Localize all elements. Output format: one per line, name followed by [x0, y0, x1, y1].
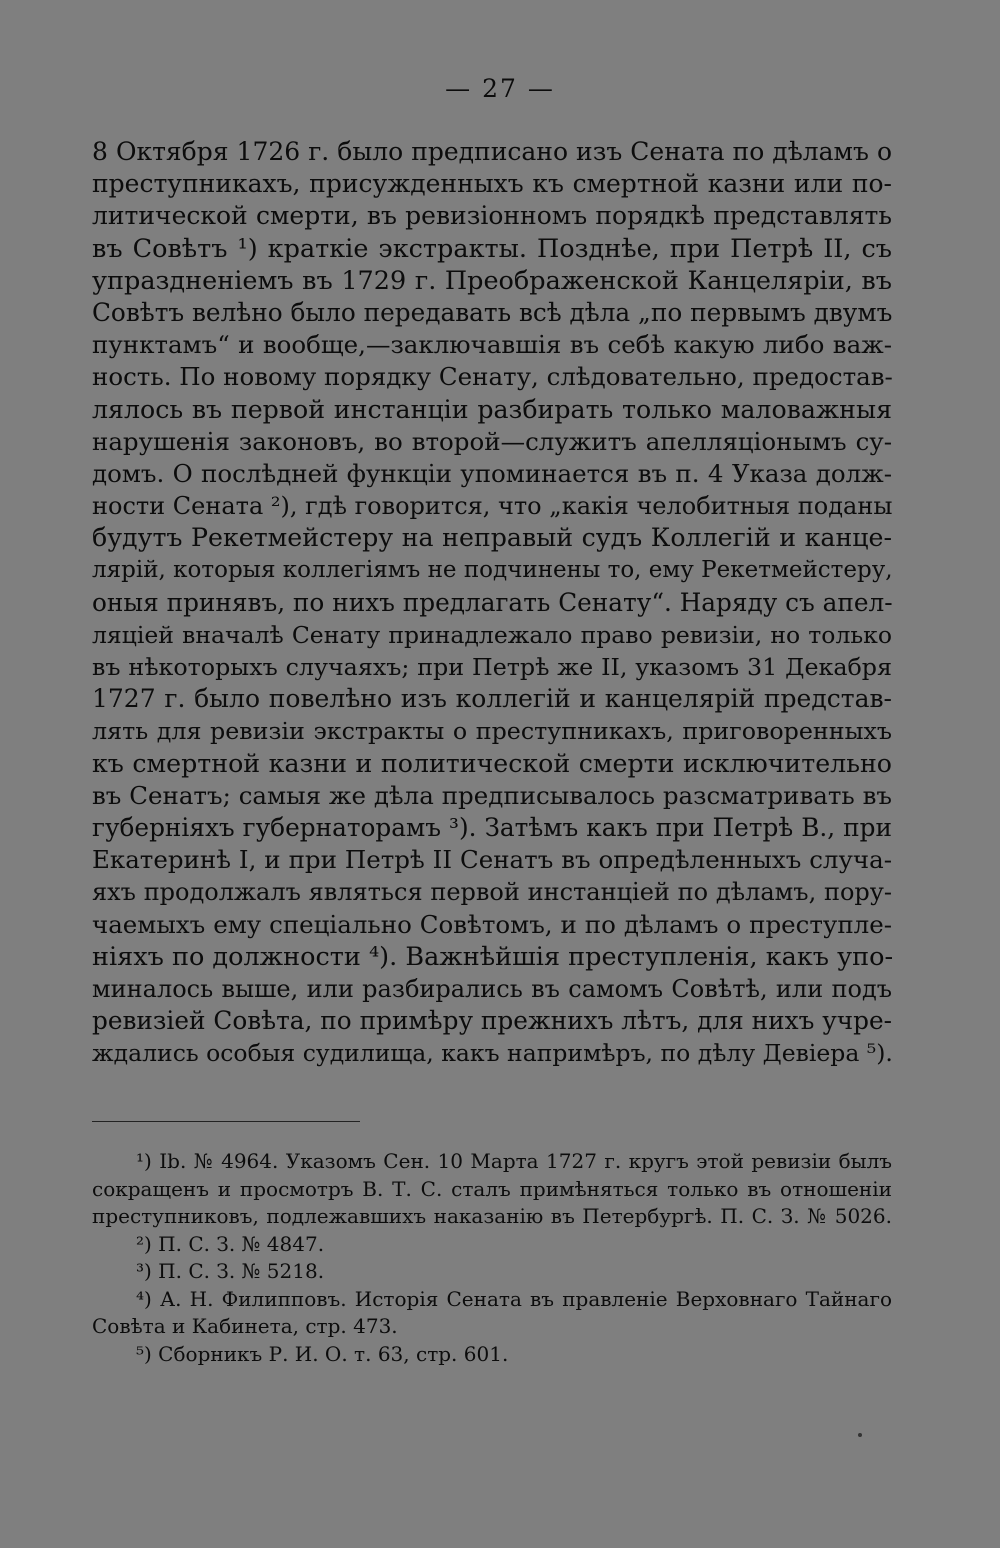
body-line: миналось выше, или разбирались въ самомъ Совѣтѣ, или подъ: [92, 974, 892, 1003]
body-line: Совѣтъ велѣно было передавать всѣ дѣла „по первымъ двумъ: [92, 297, 893, 327]
body-line: будутъ Рекетмейстеру на неправый судъ Коллегій и канце-: [92, 523, 892, 553]
footnote-line: Совѣта и Кабинета, стр. 473.: [92, 1314, 398, 1338]
body-line: ждались особыя судилища, какъ напримѣръ, по дѣлу Девіера ⁵).: [92, 1039, 893, 1068]
body-line: въ нѣкоторыхъ случаяхъ; при Петрѣ же II, указомъ 31 Декабря: [92, 653, 892, 681]
body-line: губерніяхъ губернаторамъ ³). Затѣмъ какъ при Петрѣ В., при: [92, 812, 892, 842]
body-line: литической смерти, въ ревизіонномъ порядкѣ представлять: [92, 201, 892, 231]
footnote-line: преступниковъ, подлежавшихъ наказанію въ Петербургѣ. П. С. З. № 5026.: [92, 1204, 892, 1228]
body-line: яхъ продолжалъ являться первой инстанціей по дѣламъ, пору-: [92, 878, 892, 907]
body-line: 1727 г. было повелѣно изъ коллегій и канцелярій представ-: [92, 684, 892, 714]
footnotes: [92, 1148, 892, 1368]
body-line: упраздненіемъ въ 1729 г. Преображенской Канцеляріи, въ: [92, 265, 892, 296]
body-line: пунктамъ“ и вообще,—заключавшія въ себѣ какую либо важ-: [92, 330, 892, 360]
body-line: ревизіей Совѣта, по примѣру прежнихъ лѣтъ, для нихъ учре-: [92, 1006, 892, 1036]
body-text: [92, 136, 892, 1069]
footnote-line: ¹) Ib. № 4964. Указомъ Сен. 10 Марта 1727 г. кругъ этой ревизіи былъ: [136, 1149, 892, 1173]
scan-speck: [858, 1433, 862, 1437]
body-line: къ смертной казни и политической смерти исключительно: [92, 748, 892, 778]
body-line: въ Сенатъ; самыя же дѣла предписывалось разсматривать въ: [92, 780, 892, 810]
body-line: домъ. О послѣдней функціи упоминается въ п. 4 Указа долж-: [92, 458, 892, 488]
page-number: — 27 —: [445, 74, 555, 103]
footnote-line: ²) П. С. З. № 4847.: [136, 1231, 325, 1256]
body-line: лярій, которыя коллегіямъ не подчинены то, ему Рекетмейстеру,: [92, 557, 893, 584]
body-line: ности Сената ²), гдѣ говорится, что „какія челобитныя поданы: [92, 492, 893, 521]
body-line: преступникахъ, присужденныхъ къ смертной казни или по-: [92, 169, 892, 199]
footnote-line: ³) П. С. З. № 5218.: [136, 1259, 325, 1283]
footnote-line: сокращенъ и просмотръ В. Т. С. сталъ примѣняться только въ отношеніи: [92, 1176, 892, 1201]
body-line: нарушенія законовъ, во второй—служитъ апелляціонымъ су-: [92, 426, 892, 456]
body-line: Екатеринѣ I, и при Петрѣ II Сенатъ въ опредѣленныхъ случа-: [92, 845, 892, 875]
body-line: ніяхъ по должности ⁴). Важнѣйшія преступленія, какъ упо-: [92, 941, 894, 972]
body-line: лять для ревизіи экстракты о преступникахъ, приговоренныхъ: [92, 717, 892, 746]
body-line: 8 Октября 1726 г. было предписано изъ Сената по дѣламъ о: [92, 137, 892, 166]
body-line: въ Совѣтъ ¹) краткіе экстракты. Позднѣе, при Петрѣ II, съ: [92, 233, 892, 264]
body-line: лялось въ первой инстанціи разбирать только маловажныя: [92, 394, 892, 424]
body-line: ность. По новому порядку Сенату, слѣдовательно, предостав-: [92, 362, 893, 392]
footnote-line: ⁴) А. Н. Филипповъ. Исторія Сената въ правленіе Верховнаго Тайнаго: [136, 1286, 892, 1311]
body-line: оныя принявъ, по нихъ предлагать Сенату“. Наряду съ апел-: [92, 587, 893, 617]
footnote-divider: [92, 1121, 360, 1122]
footnote-line: ⁵) Сборникъ Р. И. О. т. 63, стр. 601.: [136, 1341, 509, 1366]
body-line: чаемыхъ ему спеціально Совѣтомъ, и по дѣламъ о преступле-: [92, 909, 892, 939]
body-line: ляціей вначалѣ Сенату принадлежало право ревизіи, но только: [92, 620, 892, 649]
